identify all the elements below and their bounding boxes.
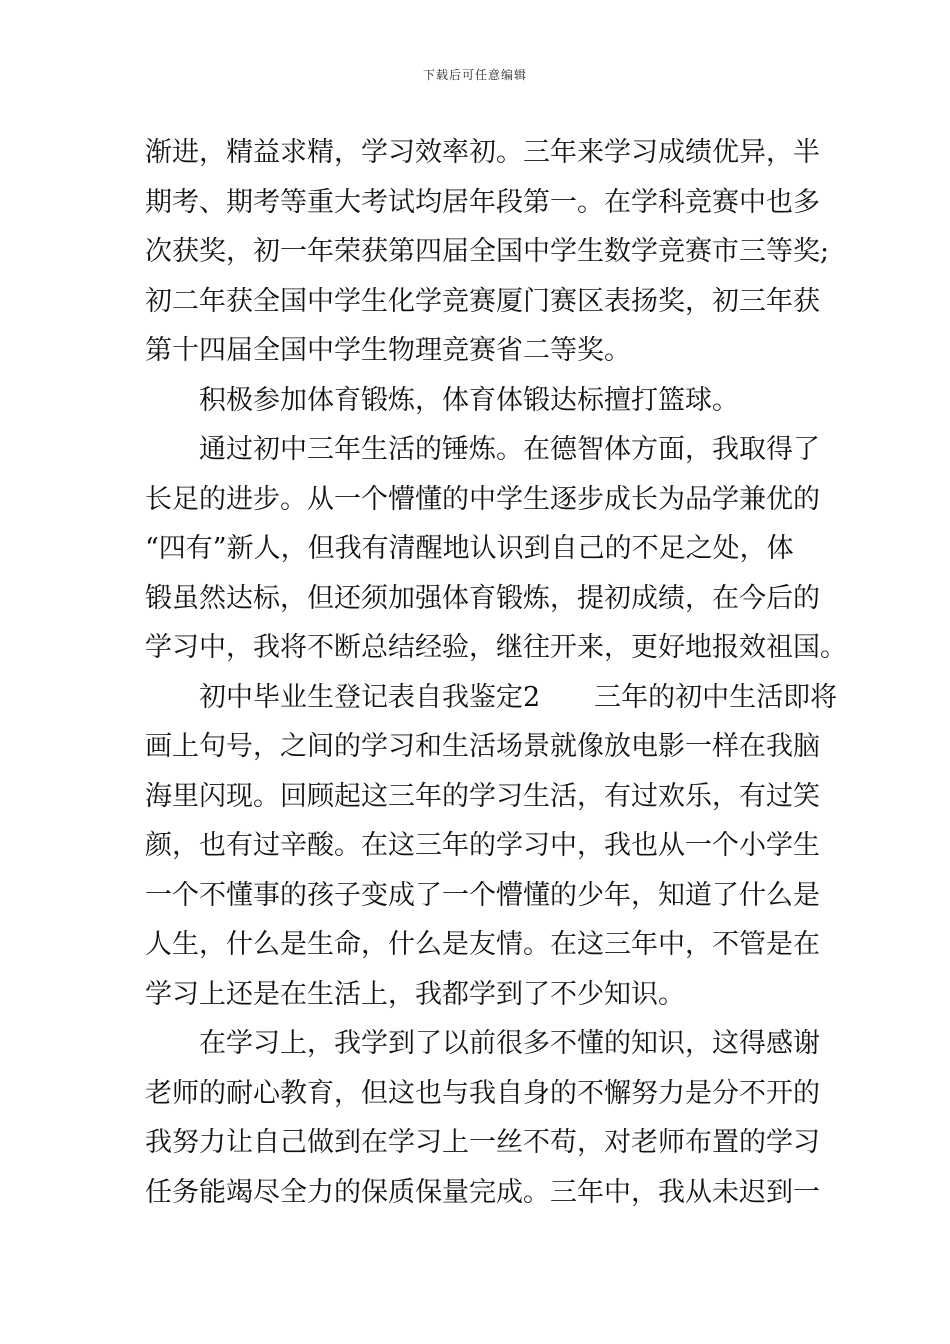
text-line: 学习上还是在生活上，我都学到了不少知识。 bbox=[145, 978, 685, 1010]
text-line: 老师的耐心教育，但这也与我自身的不懈努力是分不开的 bbox=[145, 1077, 820, 1109]
text-line: 颜，也有过辛酸。在这三年的学习中，我也从一个小学生 bbox=[145, 830, 820, 861]
text-line: 我努力让自己做到在学习上一丝不苟，对老师布置的学习 bbox=[145, 1127, 820, 1158]
text-line: “四有”新人，但我有清醒地认识到自己的不足之处，体 bbox=[145, 533, 794, 564]
paragraph-first-line: 通过初中三年生活的锤炼。在德智体方面，我取得了 bbox=[199, 434, 820, 465]
text-line: 长足的进步。从一个懵懂的中学生逐步成长为品学兼优的 bbox=[145, 483, 820, 515]
text-line: 人生，什么是生命，什么是友情。在这三年中，不管是在 bbox=[145, 929, 820, 960]
document-body bbox=[145, 128, 847, 1217]
text-line: 画上句号，之间的学习和生活场景就像放电影一样在我脑 bbox=[145, 731, 820, 762]
text-line: 期考、期考等重大考试均居年段第一。在学科竞赛中也多 bbox=[145, 186, 820, 218]
text-line: 学习中，我将不断总结经验，继往开来，更好地报效祖国。 bbox=[145, 632, 847, 663]
text-line: 次获奖，初一年荣获第四届全国中学生数学竞赛市三等奖; bbox=[145, 236, 830, 267]
text-line: 一个不懂事的孩子变成了一个懵懂的少年，知道了什么是 bbox=[145, 879, 820, 911]
text-line: 渐进，精益求精，学习效率初。三年来学习成绩优异，半 bbox=[145, 137, 820, 168]
page-header-note: 下载后可任意编辑 bbox=[422, 68, 527, 82]
paragraph-first-line: 初中毕业生登记表自我鉴定2 三年的初中生活即将 bbox=[199, 681, 838, 713]
text-line: 海里闪现。回顾起这三年的学习生活，有过欢乐，有过笑 bbox=[145, 780, 820, 812]
text-line: 第十四届全国中学生物理竞赛省二等奖。 bbox=[145, 335, 631, 366]
text-line: 初二年获全国中学生化学竞赛厦门赛区表扬奖，初三年获 bbox=[145, 285, 820, 317]
paragraph-first-line: 积极参加体育锻炼，体育体锻达标擅打篮球。 bbox=[199, 384, 739, 416]
text-line: 锻虽然达标，但还须加强体育锻炼，提初成绩，在今后的 bbox=[145, 582, 820, 614]
text-line: 任务能竭尽全力的保质保量完成。三年中，我从未迟到一 bbox=[145, 1176, 820, 1208]
paragraph-first-line: 在学习上，我学到了以前很多不懂的知识，这得感谢 bbox=[199, 1028, 820, 1059]
